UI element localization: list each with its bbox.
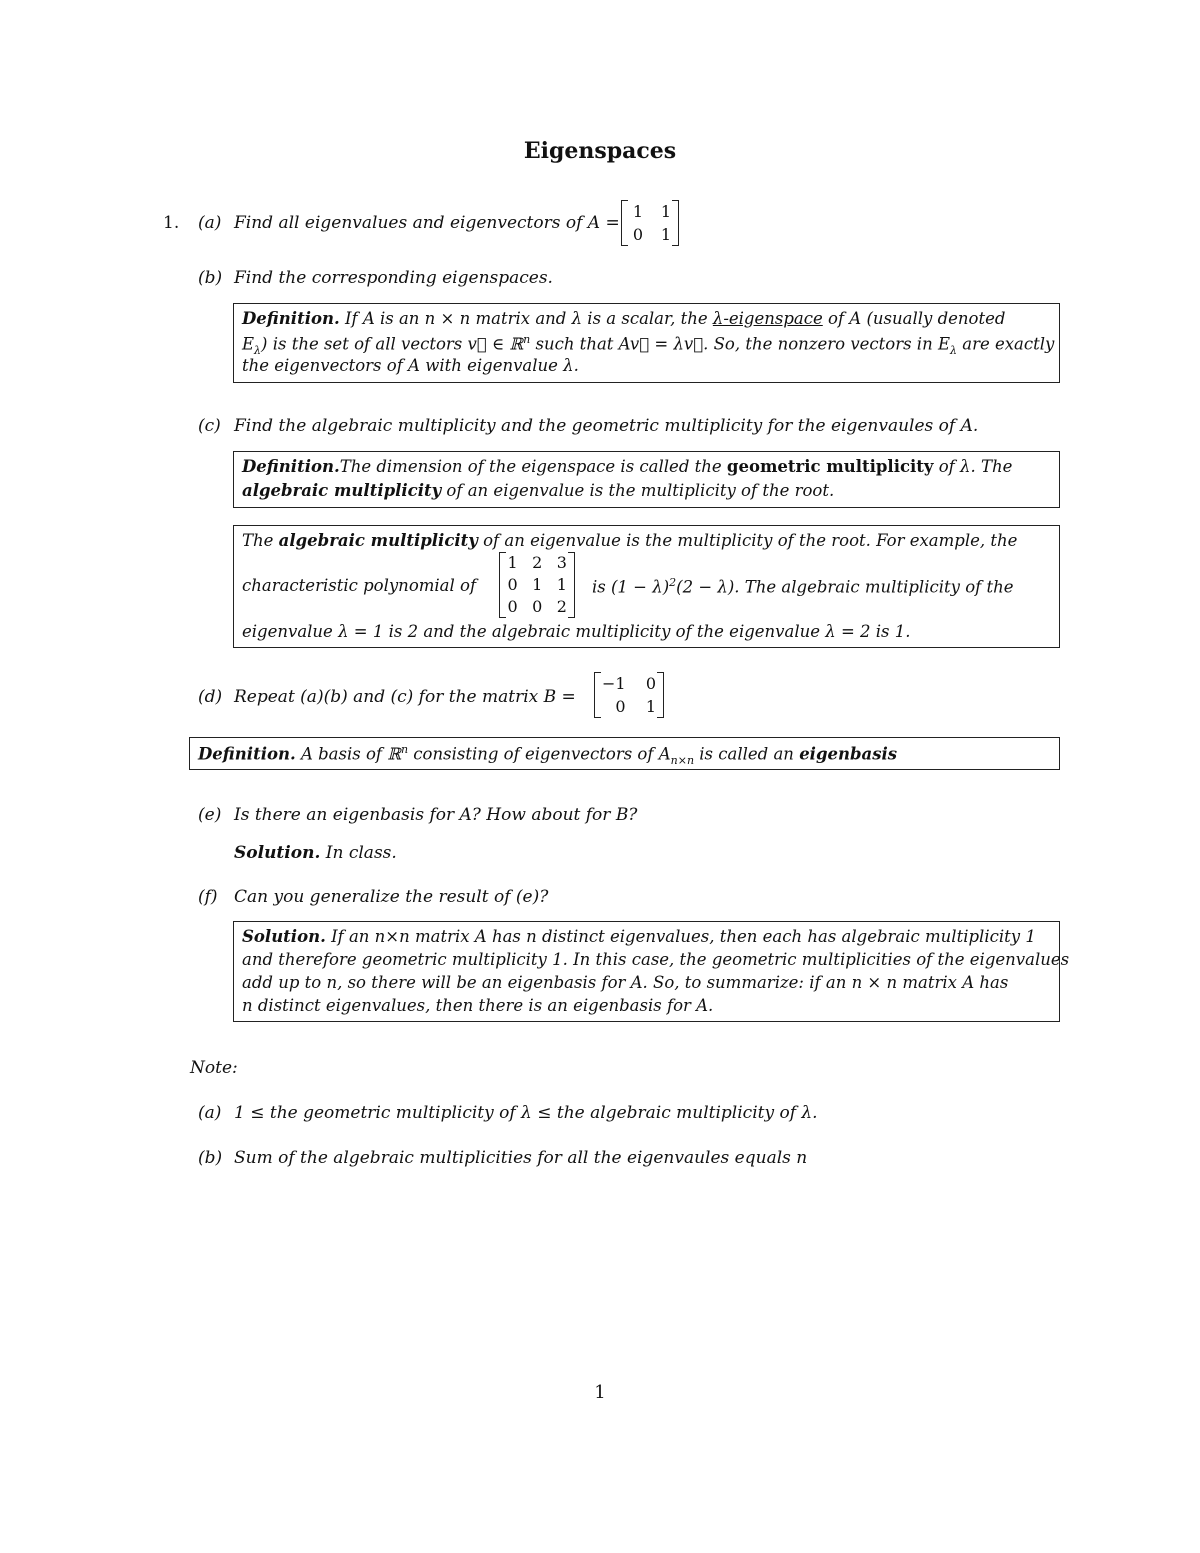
page-number: 1 <box>594 1382 606 1403</box>
matrix-a <box>621 200 679 246</box>
example-line-2-right <box>592 576 1014 597</box>
subscript: λ <box>950 343 957 357</box>
definition-text: such that Av⃗ = λv⃗. So, the nonzero vectors in E <box>530 334 951 354</box>
part-f-text: Can you generalize the result of (e)? <box>234 887 549 907</box>
definition-heading: Definition. <box>198 744 296 764</box>
solution-heading: Solution. <box>234 843 321 863</box>
matrix-cell: 1 <box>556 575 567 594</box>
example-line-2-left: characteristic polynomial of <box>242 576 477 595</box>
example-box <box>233 525 1060 648</box>
definition-line-3: the eigenvectors of A with eigenvalue λ. <box>242 356 579 375</box>
part-b-text: Find the corresponding eigenspaces. <box>234 268 553 288</box>
eigenbasis-definition-box <box>189 737 1060 770</box>
note-a-text: 1 ≤ the geometric multiplicity of λ ≤ the algebraic multiplicity of λ. <box>234 1103 818 1123</box>
solution-heading: Solution. <box>242 927 326 946</box>
matrix-cell: 2 <box>556 597 567 616</box>
matrix-cell: 1 <box>660 225 671 244</box>
eigenspace-definition-box <box>233 303 1060 383</box>
matrix-cell: 0 <box>532 597 543 616</box>
definition-heading: Definition. <box>242 309 340 328</box>
definition-heading: Definition. <box>242 457 340 476</box>
definition-line-1 <box>242 309 1005 328</box>
part-d-label: (d) <box>198 687 223 707</box>
example-line-1 <box>242 531 1017 550</box>
definition-text: consisting of eigenvectors of A <box>408 744 671 764</box>
problem-number: 1. <box>163 213 180 233</box>
example-text: of an eigenvalue is the multiplicity of the root. For example, the <box>477 531 1018 550</box>
matrix-cell: 1 <box>532 575 543 594</box>
definition-text: of A (usually denoted <box>822 309 1006 328</box>
definition-text: ) is the set of all vectors v⃗ ∈ ℝ <box>261 334 524 354</box>
subscript: n×n <box>670 753 695 767</box>
definition-text: is called an <box>694 744 800 764</box>
matrix-cell: 1 <box>645 697 656 716</box>
matrix-cell: 0 <box>632 225 643 244</box>
definition-line-2 <box>242 481 834 500</box>
part-a-text: Find all eigenvalues and eigenvectors of A = <box>234 213 620 233</box>
superscript: 2 <box>669 576 677 589</box>
part-c-text: Find the algebraic multiplicity and the geometric multiplicity for the eigenvaules of A. <box>234 416 979 436</box>
solution-text: If an n×n matrix A has n distinct eigenvalues, then each has algebraic multiplicity 1 <box>325 927 1036 946</box>
superscript: n <box>400 743 409 756</box>
subscript: λ <box>254 343 262 357</box>
matrix-cell: 3 <box>556 553 567 572</box>
part-c-label: (c) <box>198 416 221 436</box>
solution-text: In class. <box>320 843 397 863</box>
definition-text: The dimension of the eigenspace is called the <box>339 457 727 476</box>
note-a-label: (a) <box>198 1103 222 1123</box>
definition-text: of an eigenvalue is the multiplicity of the root. <box>441 481 835 500</box>
example-text: is (1 − λ) <box>592 577 670 597</box>
matrix-cell: 1 <box>632 202 643 221</box>
definition-text: If A is an n × n matrix and λ is a scalar, the <box>339 309 713 328</box>
note-b-text: Sum of the algebraic multiplicities for all the eigenvaules equals n <box>234 1148 808 1168</box>
definition-line-2 <box>242 333 1054 357</box>
solution-line-1 <box>242 927 1036 946</box>
example-matrix <box>499 552 575 618</box>
definition-text: are exactly <box>957 334 1055 354</box>
eigenbasis-term: eigenbasis <box>799 744 898 764</box>
matrix-cell: 0 <box>507 597 518 616</box>
example-text: (2 − λ). The algebraic multiplicity of the <box>676 577 1014 597</box>
matrix-cell: 2 <box>532 553 543 572</box>
multiplicity-definition-box <box>233 451 1060 508</box>
definition-text: A basis of ℝ <box>295 744 401 764</box>
note-b-label: (b) <box>198 1148 223 1168</box>
solution-line-3: add up to n, so there will be an eigenbasis for A. So, to summarize: if an n × n matrix A has <box>242 973 1009 992</box>
part-d-text: Repeat (a)(b) and (c) for the matrix B = <box>234 687 576 707</box>
definition-line-1 <box>242 457 1012 476</box>
matrix-cell: −1 <box>602 674 626 693</box>
definition-text: E <box>242 334 255 354</box>
example-text: The <box>242 531 279 550</box>
matrix-cell: 0 <box>507 575 518 594</box>
superscript: n <box>523 333 531 346</box>
solution-f-box <box>233 921 1070 1022</box>
eigenspace-term: λ-eigenspace <box>712 309 823 328</box>
solution-line-2: and therefore geometric multiplicity 1. In this case, the geometric multiplicities of the eigenvalues <box>242 950 1070 969</box>
part-e-label: (e) <box>198 805 222 825</box>
definition-line <box>198 743 897 767</box>
algebraic-multiplicity-term: algebraic multiplicity <box>242 481 442 500</box>
part-f-label: (f) <box>198 887 218 907</box>
matrix-cell: 1 <box>660 202 671 221</box>
geometric-multiplicity-term: geometric multiplicity <box>726 457 934 476</box>
definition-text: of λ. The <box>933 457 1013 476</box>
matrix-cell: 0 <box>645 674 656 693</box>
part-b-label: (b) <box>198 268 223 288</box>
matrix-cell: 0 <box>615 697 626 716</box>
part-e-text: Is there an eigenbasis for A? How about for B? <box>234 805 638 825</box>
solution-line-4: n distinct eigenvalues, then there is an eigenbasis for A. <box>242 996 714 1015</box>
part-a-label: (a) <box>198 213 222 233</box>
page-title: Eigenspaces <box>523 138 677 164</box>
example-line-3: eigenvalue λ = 1 is 2 and the algebraic multiplicity of the eigenvalue λ = 2 is 1. <box>242 622 911 641</box>
note-heading: Note: <box>190 1058 238 1078</box>
matrix-cell: 1 <box>507 553 518 572</box>
part-e-solution <box>234 843 397 863</box>
algebraic-multiplicity-term: algebraic multiplicity <box>278 531 478 550</box>
matrix-b <box>594 672 664 718</box>
